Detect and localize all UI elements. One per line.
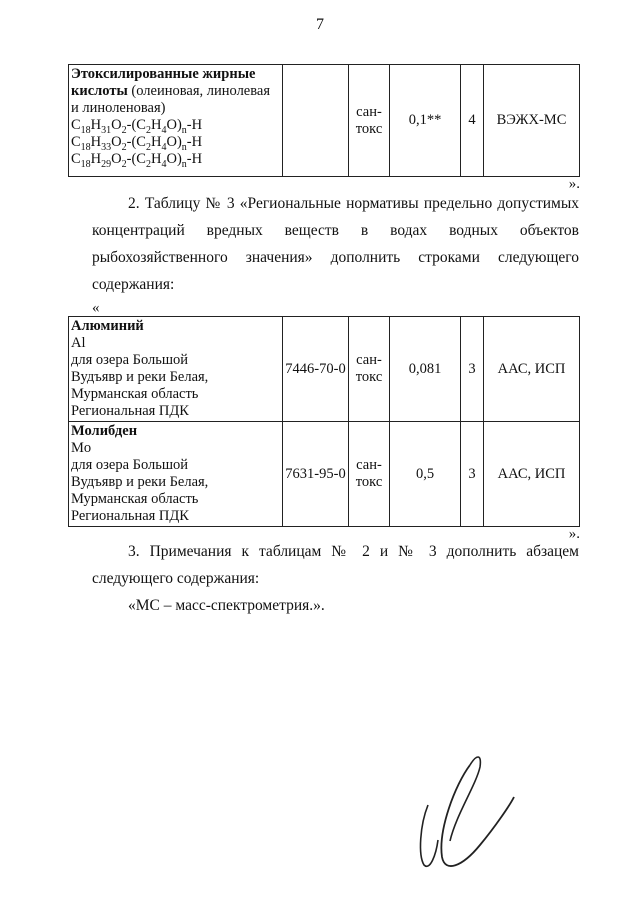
limit-line: сан- — [356, 352, 382, 368]
substance-cell — [69, 65, 283, 177]
substance-note: (олеиновая, линолевая и линоленовая) — [71, 83, 271, 116]
table-ethoxylated-acids — [68, 64, 580, 177]
paragraph-line: содержания: — [92, 276, 175, 293]
paragraph-2 — [92, 190, 579, 298]
paragraph-line: концентраций вредных веществ в водах водных объектов — [92, 222, 579, 239]
cas-cell — [283, 65, 349, 177]
substance-symbol: Al — [71, 335, 86, 351]
substance-desc-line: Мурманская область — [71, 491, 199, 507]
substance-desc-line: Региональная ПДК — [71, 403, 189, 419]
value-cell: 0,081 — [390, 317, 461, 422]
cas-cell: 7631-95-0 — [283, 422, 349, 527]
paragraph-line: «МС – масс-спектрометрия.». — [128, 597, 325, 614]
limit-line: токс — [355, 369, 383, 385]
paragraph-line: 3. Примечания к таблицам № 2 и № 3 дополнить абзацем — [128, 543, 579, 560]
table-row — [69, 65, 580, 177]
limit-line: токс — [355, 474, 383, 490]
method-cell: ВЭЖХ-МС — [484, 65, 580, 177]
table-row — [69, 422, 580, 527]
close-quote: ». — [568, 526, 580, 542]
substance-name: Молибден — [71, 423, 138, 439]
class-cell: 3 — [461, 317, 484, 422]
substance-desc-line: Региональная ПДК — [71, 508, 189, 524]
class-cell: 4 — [461, 65, 484, 177]
limit-cell — [349, 422, 390, 527]
substance-desc-line: Вудъявр и реки Белая, — [71, 474, 209, 490]
substance-desc-line: для озера Большой — [71, 457, 189, 473]
value-cell: 0,1** — [390, 65, 461, 177]
open-quote: « — [92, 300, 100, 316]
limit-line: токс — [355, 120, 383, 137]
substance-name: Этоксилированные жирные кислоты — [71, 66, 256, 99]
limit-line: сан- — [356, 457, 382, 473]
page-number: 7 — [316, 16, 324, 33]
table-row — [69, 317, 580, 422]
method-cell: ААС, ИСП — [484, 317, 580, 422]
handwritten-signature — [410, 745, 520, 875]
cas-cell: 7446-70-0 — [283, 317, 349, 422]
close-quote: ». — [568, 176, 580, 192]
table-regional-norms — [68, 316, 580, 527]
substance-cell — [69, 317, 283, 422]
substance-desc-line: для озера Большой — [71, 352, 189, 368]
paragraph-3 — [92, 538, 579, 619]
paragraph-line: следующего содержания: — [92, 570, 260, 587]
substance-cell — [69, 422, 283, 527]
limit-line: сан- — [356, 103, 382, 120]
method-cell: ААС, ИСП — [484, 422, 580, 527]
formula-3: $C_{18}H_{29}O_2-(C_2H_4O)_n-H$ — [71, 151, 203, 170]
substance-symbol: Mo — [71, 440, 92, 456]
formula-2: $C_{18}H_{33}O_2-(C_2H_4O)_n-H$ — [71, 134, 203, 153]
paragraph-line: рыбохозяйственного значения» дополнить строками следующего — [92, 249, 579, 266]
paragraph-line: 2. Таблицу № 3 «Региональные нормативы предельно допустимых — [128, 195, 579, 212]
substance-name: Алюминий — [71, 318, 144, 334]
substance-desc-line: Мурманская область — [71, 386, 199, 402]
substance-desc-line: Вудъявр и реки Белая, — [71, 369, 209, 385]
value-cell: 0,5 — [390, 422, 461, 527]
formula-1: $C_{18}H_{31}O_2-(C_2H_4O)_n-H$ — [71, 117, 203, 136]
limit-cell — [349, 317, 390, 422]
class-cell: 3 — [461, 422, 484, 527]
limit-cell — [349, 65, 390, 177]
